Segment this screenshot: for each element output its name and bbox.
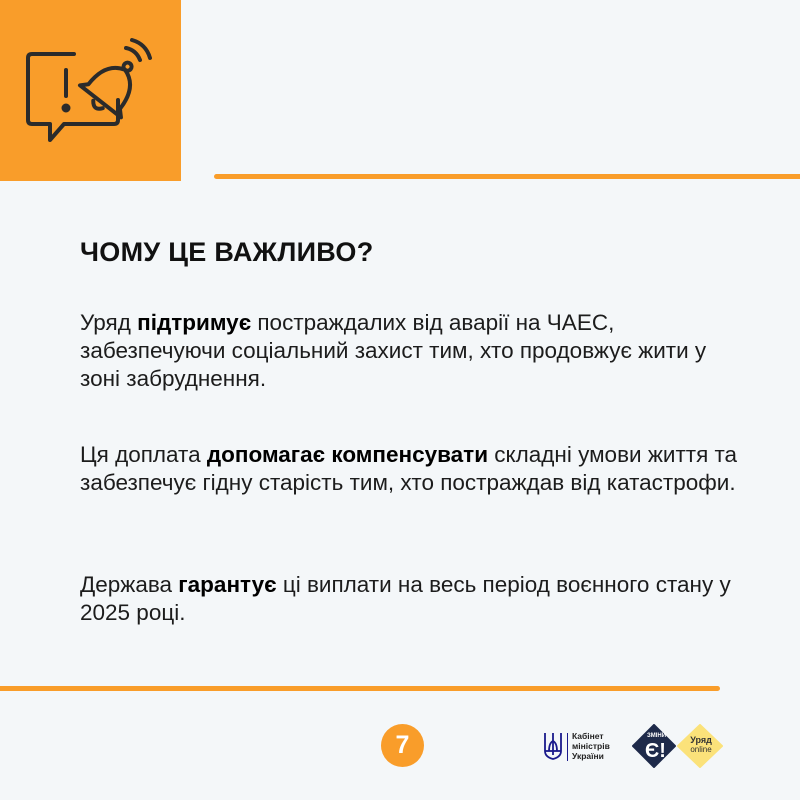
zminy-label: ЗМІНИ xyxy=(647,733,667,739)
top-divider-line xyxy=(214,174,800,179)
logo-divider xyxy=(567,733,568,761)
cabinet-ministers-logo-text: Кабінет міністрів України xyxy=(572,731,610,761)
section-heading: ЧОМУ ЦЕ ВАЖЛИВО? xyxy=(80,237,374,267)
uriad-online-text: Уряд online xyxy=(690,735,712,754)
zminy-letter: Є! xyxy=(645,740,666,762)
bottom-divider-line xyxy=(0,686,720,691)
alert-bell-icon xyxy=(22,34,152,146)
paragraph-guarantee: Держава гарантує ці виплати на весь період воєнного стану у 2025 році. xyxy=(80,572,731,625)
paragraph-compensation: Ця доплата допомагає компенсувати складні умови життя та забезпечує гідну старість тим, хто постраждав від катастрофи. xyxy=(80,442,738,495)
trident-icon xyxy=(543,731,563,761)
corner-accent-block xyxy=(0,0,181,181)
page-number-badge: 7 xyxy=(381,724,424,767)
paragraph-support: Уряд підтримує постраждалих від аварії на ЧАЕС, забезпечуючи соціальний захист тим, хто продовжує жити у зоні забруднення. xyxy=(80,310,707,391)
